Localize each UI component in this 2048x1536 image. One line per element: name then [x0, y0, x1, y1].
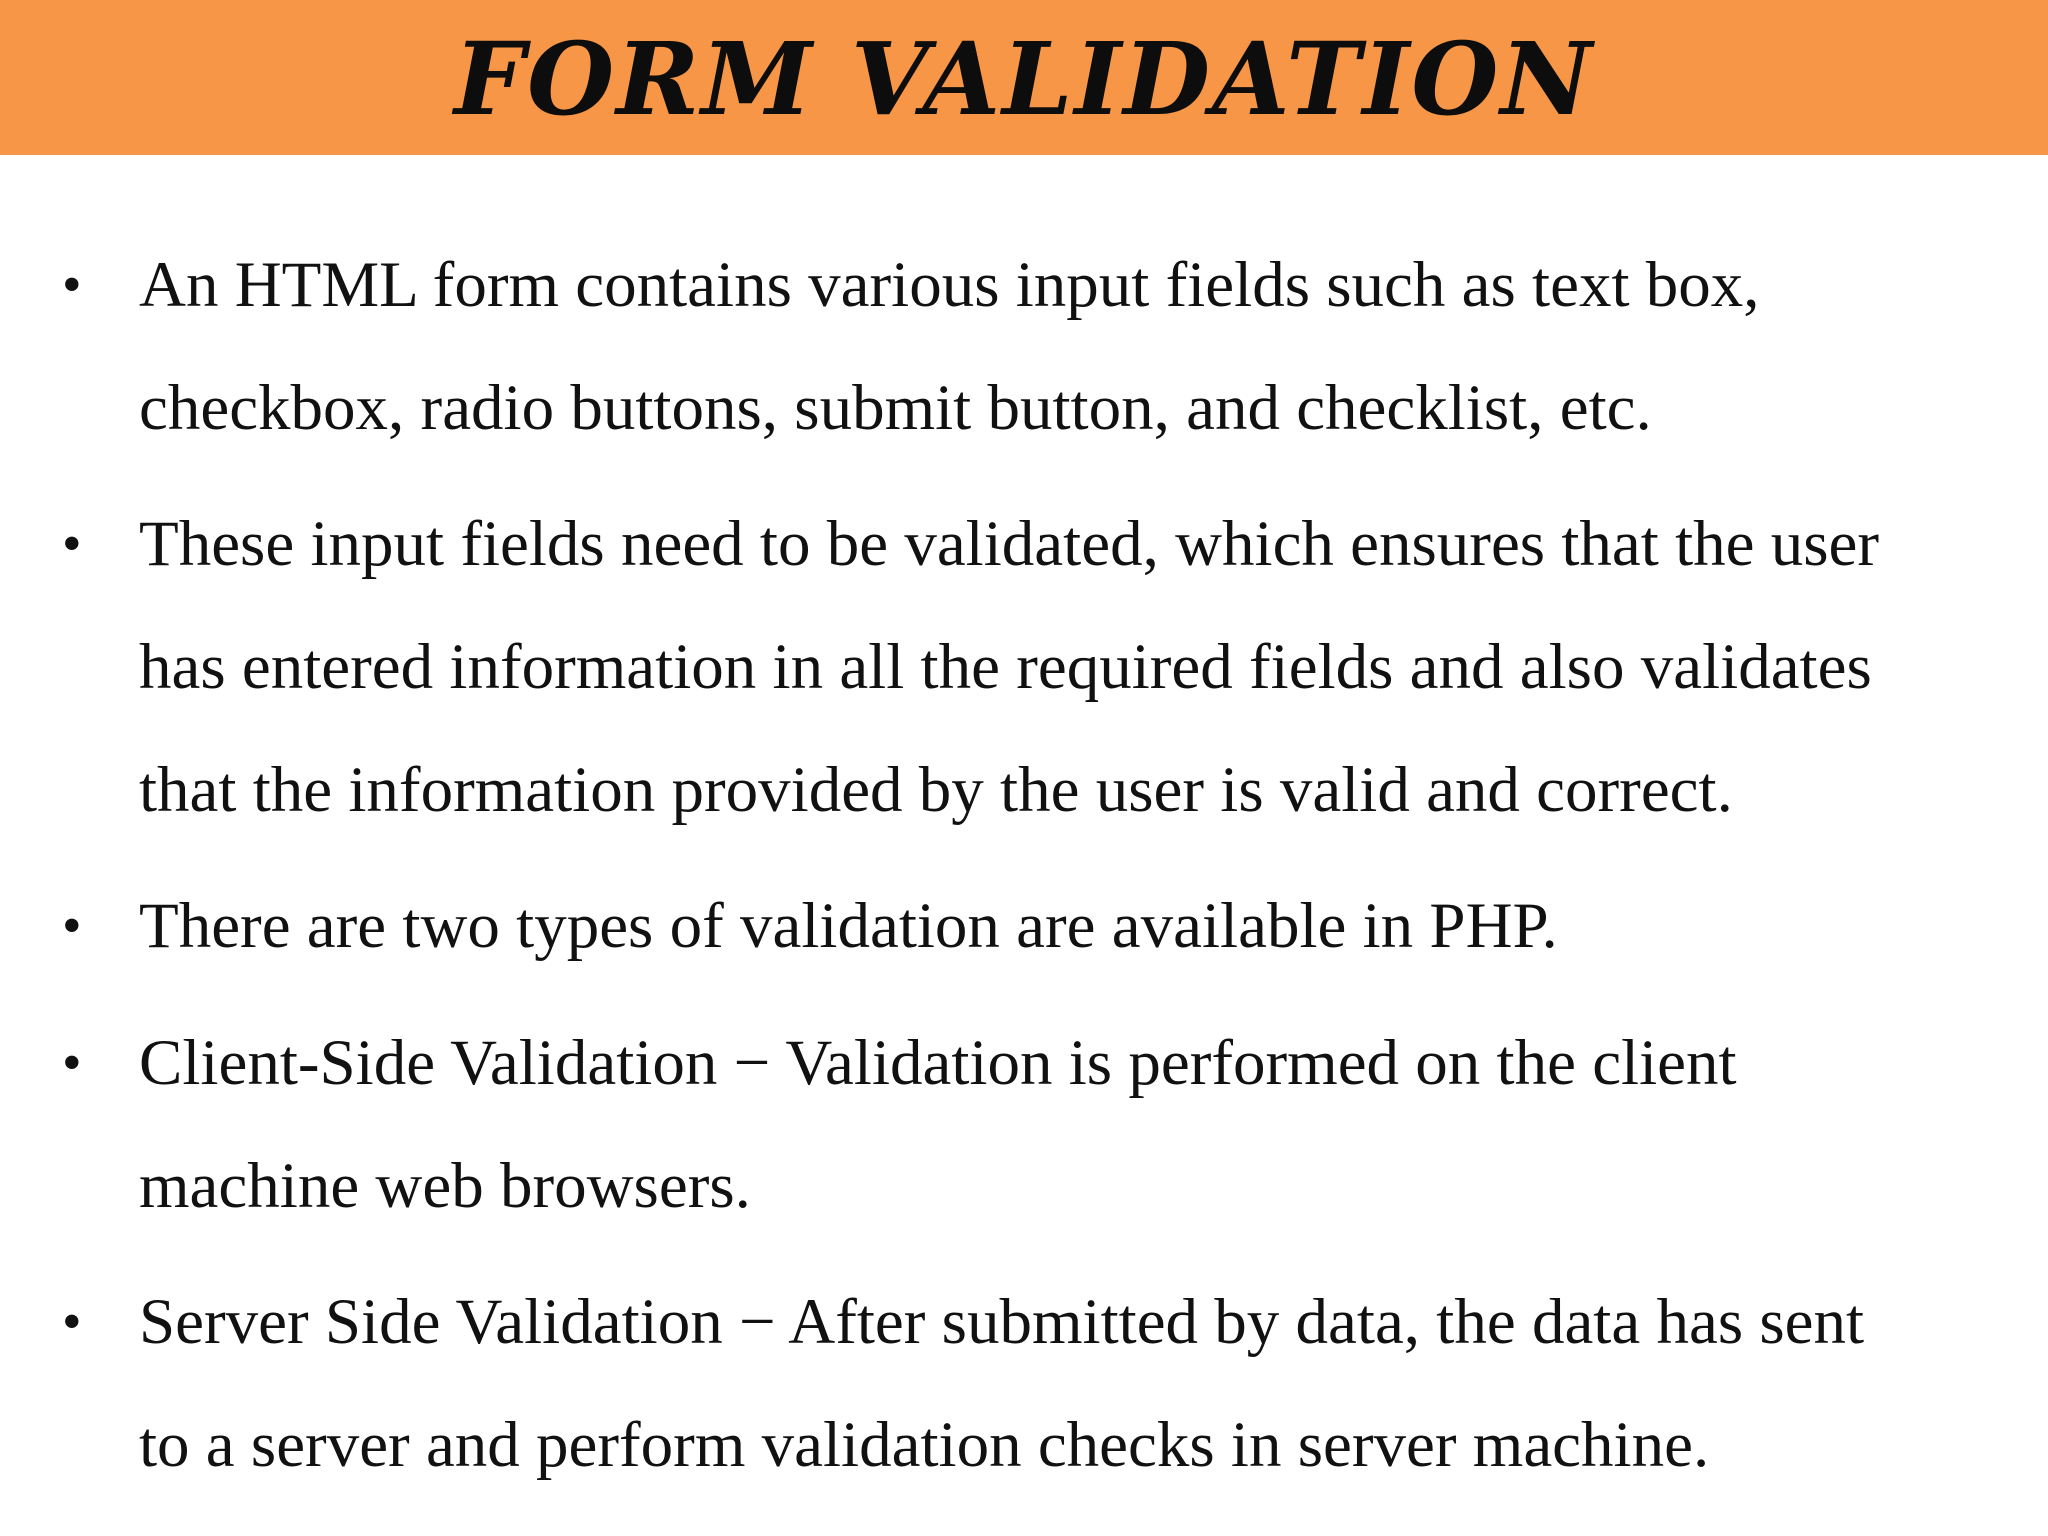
bullet-line: machine web browsers.	[139, 1150, 751, 1222]
bullet-line: to a server and perform validation checks in server machine.	[139, 1409, 1710, 1481]
bullet-icon: •	[62, 895, 82, 957]
bullet-text	[139, 224, 2019, 470]
bullet-text	[139, 1002, 2019, 1248]
bullet-line: Server Side Validation − After submitted by data, the data has sent	[139, 1286, 1865, 1358]
bullet-text	[139, 1261, 2019, 1507]
bullet-icon: •	[62, 513, 82, 575]
bullet-line: has entered information in all the required fields and also validates	[139, 631, 1872, 703]
bullet-line: There are two types of validation are available in PHP.	[139, 890, 1558, 962]
bullet-line: These input fields need to be validated, which ensures that the user	[139, 508, 1880, 580]
bullet-text	[139, 865, 2019, 988]
bullet-icon: •	[62, 254, 82, 316]
bullet-line: An HTML form contains various input fields such as text box,	[139, 249, 1760, 321]
bullet-line: Client-Side Validation − Validation is performed on the client	[139, 1027, 1737, 1099]
bullet-text	[139, 483, 2019, 852]
slide-title: FORM VALIDATION	[454, 19, 1594, 138]
bullet-icon: •	[62, 1032, 82, 1094]
bullet-line: checkbox, radio buttons, submit button, and checklist, etc.	[139, 372, 1652, 444]
bullet-line: that the information provided by the user is valid and correct.	[139, 754, 1733, 826]
bullet-icon: •	[62, 1291, 82, 1353]
